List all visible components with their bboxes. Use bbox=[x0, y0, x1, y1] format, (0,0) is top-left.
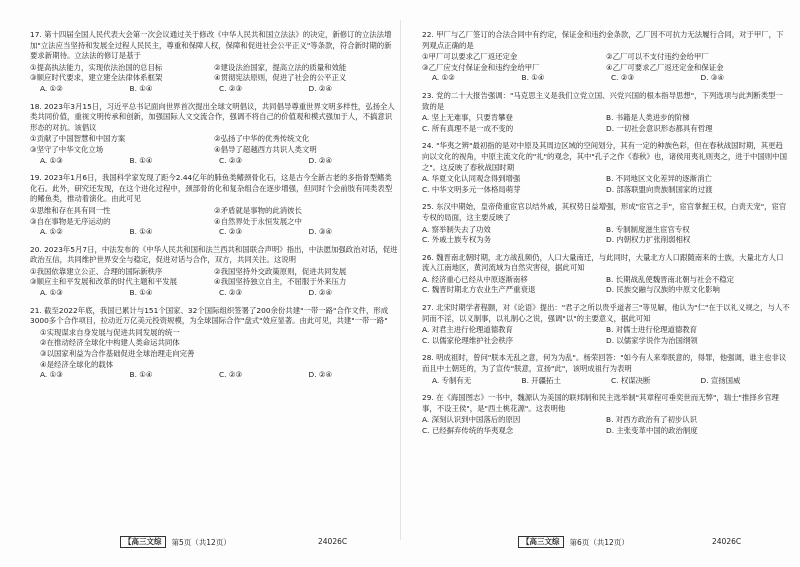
answer-choice: B. 长期战乱使魏晋南北朝与社会不稳定 bbox=[606, 274, 735, 284]
answer-choice: B. ①④ bbox=[129, 83, 153, 93]
question-stem: 25. 东汉中期始，皇帝倚重宦官以结外戚，其权势日益增强，形成"宦官之手"，宦官掌握王权，白责天宠"，宦官专权的局面，这主要反映了 bbox=[422, 202, 787, 222]
statement: ②矛盾就是事物的此消彼长 bbox=[214, 205, 302, 215]
question-stem: 24. "华夷之辨"最初指的是对中原及其周边区域的空间划分，其有一定的种族色彩，但在春秋战国时期，其更趋向以文化的视角，中原主流文化的"礼"的观念，其中"孔子之作《春秋》也，诸侯用夷礼则夷之，进于中国则中国之"。这反映了春秋战国时期 bbox=[422, 141, 787, 172]
answer-choice: B. ①④ bbox=[129, 227, 153, 237]
question-stem: 20. 2023年5月7日，中法发布的《中华人民共和国和法兰西共和国联合声明》指出，中法愿加强政治对话，促进政治互信，共同维护世界安全与稳定，促进对话与合作，双方，共同关注。这说明 bbox=[30, 244, 398, 265]
answer-choice: C. 以儒家伦理维护社会秩序 bbox=[422, 335, 514, 345]
answer-choice: A. 经济重心已经从中原逐渐南移 bbox=[422, 274, 528, 284]
answer-choice: B. 书籍是人类进步的阶梯 bbox=[606, 113, 690, 123]
answer-choice: D. 内朝权力扩张削弱相权 bbox=[606, 235, 691, 245]
statement: ①提高执法能力，实现依法治国的总目标 bbox=[30, 62, 163, 72]
answer-choice: D. 民族交融与汉族的中原文化影响 bbox=[606, 285, 720, 295]
subject-label: 【高三文综 bbox=[120, 536, 166, 548]
question-26 bbox=[422, 253, 790, 296]
answer-choice: C. 外戚士族专权为务 bbox=[422, 235, 491, 245]
answer-choice: D. ②④ bbox=[308, 155, 333, 165]
statement: ②弘扬了中华的优秀传统文化 bbox=[214, 134, 310, 144]
statement: ④自然界处于永恒发展之中 bbox=[214, 216, 302, 226]
statement: ③坚守了中华文化立场 bbox=[30, 144, 104, 154]
answer-choice: D. ②④ bbox=[308, 288, 333, 298]
question-25 bbox=[422, 202, 790, 245]
statement: ④是经济全球化的载体 bbox=[40, 359, 114, 369]
statement: ②在推动经济全球化中构建人类命运共同体 bbox=[40, 338, 180, 348]
statement: ④倡导了超越西方共识人类文明 bbox=[214, 144, 317, 154]
page-footer-right bbox=[518, 536, 629, 548]
statement: ①实现谋求自身发展与促进共同发展的统一 bbox=[40, 327, 180, 337]
answer-choice: C. 中华文明多元一体格局萌芽 bbox=[422, 184, 521, 194]
statement: ①思维和存在具有同一性 bbox=[30, 205, 111, 215]
right-column bbox=[422, 30, 790, 437]
statement: ③顺应时代要求，建立建全法律体系框架 bbox=[30, 73, 163, 83]
answer-choice: A. 坚上无难事，只要肯攀登 bbox=[422, 113, 513, 123]
paper-code: 24026C bbox=[318, 537, 348, 546]
question-24 bbox=[422, 141, 790, 195]
statement: ①我国依靠建立公正、合理的国际新秩序 bbox=[30, 266, 163, 276]
statement: ②我国坚持外交政策原则，促进共同发展 bbox=[214, 266, 347, 276]
statement: ②乙厂可以不支付违约金给甲厂 bbox=[606, 52, 709, 62]
answer-choice: C. ②③ bbox=[219, 370, 243, 380]
answer-choice: D. 宣扬国威 bbox=[700, 375, 741, 385]
answer-choice: C. 权谋决断 bbox=[611, 375, 651, 385]
question-stem: 26. 魏晋南北朝时期，北方战乱频仍，人口大量南迁，与此同时，大量北方人口跟随南来的士族，大量北方人口流入江南地区，黄河流域为自然灾害侵，据此可知 bbox=[422, 252, 784, 273]
question-stem: 29. 在《海国图志》一书中，魏源认为美国的联邦制和民主选举制"其章程可垂奕世而无弊"，瑞士"推择乡官理事，不设王侯"，是"西土桃花源"。这表明他 bbox=[422, 393, 779, 413]
answer-choice: B. ①④ bbox=[129, 370, 153, 380]
answer-choice: C. 魏晋时期北方农业生产严重衰退 bbox=[422, 285, 536, 295]
answer-choice: C. ②③ bbox=[219, 288, 243, 298]
question-stem: 23. 党的二十大报告强调："马克思主义是我们立党立国、兴党兴国的根本指导思想"，下列选项与此判断类型一致的是 bbox=[422, 90, 783, 111]
answer-choice: B. 对西方政治有了初步认识 bbox=[606, 415, 698, 425]
answer-choice: B. ①④ bbox=[129, 155, 153, 165]
answer-choice: A. ①③ bbox=[40, 288, 63, 298]
answer-choice: B. ①④ bbox=[521, 73, 545, 83]
answer-choice: A. 对君主进行伦理道德教育 bbox=[422, 325, 513, 335]
answer-choice: A. ①② bbox=[432, 73, 455, 83]
answer-choice: A. ①③ bbox=[40, 155, 63, 165]
statement: ④乙厂可要求乙厂返还定金和保证金 bbox=[606, 62, 724, 72]
answer-choice: A. ①③ bbox=[40, 370, 63, 380]
question-stem: 27. 北宋时期学者程颢，对《论语》提出："君子之所以贵乎道者三"等见解，他认为"仁"在于以礼义规之，与人不同而不淫，以义制事，以礼制心之说，强调"以"的主要意义，据此可知 bbox=[422, 303, 790, 323]
page-number: 第5页（共12页） bbox=[171, 537, 231, 547]
question-stem: 21. 截至2022年底，我国已累计与151个国家、32个国际组织签署了200余份共建"一带一路"合作文件，形成3000多个合作项目，拉动近万亿美元投资规模，为全球国际合作"盘式"效应显著。由此可见，共建"一带一路" bbox=[30, 305, 389, 326]
question-stem: 17. 第十四届全国人民代表大会第一次会议通过关于修改《中华人民共和国立法法》的决定，新修订的立法法增加"立法应当坚持和发展全过程人民民主，尊重和保障人权，保障和促进社会公平正义"等条款，符合新时期的新要求新期待。立法法的修订是基于 bbox=[30, 30, 392, 61]
paper-code: 24026C bbox=[712, 537, 742, 546]
answer-choice: A. 华夏文化认同观念得到增强 bbox=[422, 174, 521, 184]
answer-choice: D. ③④ bbox=[308, 227, 333, 237]
question-20 bbox=[30, 245, 398, 299]
answer-choice: D. ②④ bbox=[308, 83, 333, 93]
answer-choice: A. ①② bbox=[40, 227, 63, 237]
answer-choice: A. 深刻认识到中国落后的原因 bbox=[422, 415, 521, 425]
answer-choice: D. 一切社会意识形态都具有哲理 bbox=[606, 123, 713, 133]
answer-choice: D. ②④ bbox=[308, 370, 333, 380]
question-22 bbox=[422, 30, 790, 84]
answer-choice: D. 部落联盟向贵族制国家的过渡 bbox=[606, 184, 713, 194]
left-column bbox=[30, 30, 398, 381]
answer-choice: C. ②③ bbox=[219, 155, 243, 165]
statement: ③乙厂应支付保证金和违约金给甲厂 bbox=[422, 62, 540, 72]
statement: ④贯彻宪法原则，促进了社会的公平正义 bbox=[214, 73, 347, 83]
question-21 bbox=[30, 306, 398, 381]
page-footer-left bbox=[120, 536, 231, 548]
question-19 bbox=[30, 173, 398, 238]
statement: ③以国家利益为合作基础促进全球治理走向完善 bbox=[40, 349, 195, 359]
question-28 bbox=[422, 353, 790, 386]
question-stem: 28. 明成祖时，曾问"朕本无乱之意，何为为乱"。杨荣回答："如今有人来奉朕意的，得罪，他强调，谁主也非议而且中土朝廷的，为了宣传"朕意，宣扬"此"，该明成祖行为表明 bbox=[422, 353, 787, 374]
answer-choice: D. ③④ bbox=[700, 73, 725, 83]
statement: ①甲厂可以要求乙厂返还定金 bbox=[422, 52, 518, 62]
statement: ③顺应主和平发展和改革的时代主题和平发展 bbox=[30, 277, 178, 287]
question-23 bbox=[422, 91, 790, 134]
question-27 bbox=[422, 303, 790, 346]
statement: ①贡献了中国智慧和中国方案 bbox=[30, 134, 126, 144]
question-29 bbox=[422, 393, 790, 436]
question-18 bbox=[30, 102, 398, 167]
answer-choice: B. 专制制度滋生宦官专权 bbox=[606, 224, 690, 234]
answer-choice: C. 所有真理不是一成不变的 bbox=[422, 123, 514, 133]
answer-choice: B. 不同地区文化差异的逐渐消亡 bbox=[606, 174, 712, 184]
question-stem: 22. 甲厂与乙厂签订的合法合同中有约定，保证金和违约金条款，乙厂因不可抗力无法履行合同，对于甲厂，下列观点正确的是 bbox=[422, 30, 784, 50]
answer-choice: C. 已经摒弃传统的华夷观念 bbox=[422, 426, 514, 435]
question-stem: 18. 2023年3月15日，习近平总书记面向世界首次提出全球文明倡议，共同倡导尊重世界文明多样性，弘扬全人类共同价值，重视文明传承和创新，加强国际人文交流合作，强调不将自己的价值观和模式强加于人，不搞意识形态的对抗。该倡议 bbox=[30, 101, 395, 132]
statement: ③自在事物是无序运动的 bbox=[30, 216, 111, 226]
answer-choice: C. ②③ bbox=[219, 227, 243, 237]
statement: ②建设法治国家，提高立法的质量和效能 bbox=[214, 62, 347, 72]
question-17 bbox=[30, 30, 398, 95]
answer-choice: B. 开疆拓土 bbox=[521, 375, 561, 385]
statement: ④我国坚持独立自主，不屈服于外来压力 bbox=[214, 277, 347, 287]
answer-choice: A. 察举制失去了功效 bbox=[422, 224, 491, 234]
question-stem: 19. 2023年1月6日，我国科学家发现了距今2.44亿年的肺鱼类鳍颈骨化石，这是古今全新古老的多指骨型鳍类化石。此外，研究还发现，在这个进化过程中，颈部骨的化和复杂组合在逐步增强，但同时个会前肢有同类表型的鳍鱼类，推动着演化。由此可见 bbox=[30, 173, 393, 204]
answer-choice: D. 以儒家学说作为治国纲领 bbox=[606, 335, 698, 345]
subject-label: 【高三文综 bbox=[518, 536, 564, 548]
column-divider bbox=[400, 20, 401, 540]
answer-choice: A. ①② bbox=[40, 83, 63, 93]
answer-choice: C. ②③ bbox=[219, 83, 243, 93]
answer-choice: D. 主张变革中国的政治制度 bbox=[606, 426, 698, 435]
answer-choice: A. 专制有无 bbox=[432, 375, 472, 385]
answer-choice: C. ②③ bbox=[611, 73, 635, 83]
answer-choice: B. 对儒士进行伦理道德教育 bbox=[606, 325, 698, 335]
answer-choice: B. ①④ bbox=[129, 288, 153, 298]
page-number: 第6页（共12页） bbox=[569, 537, 629, 547]
